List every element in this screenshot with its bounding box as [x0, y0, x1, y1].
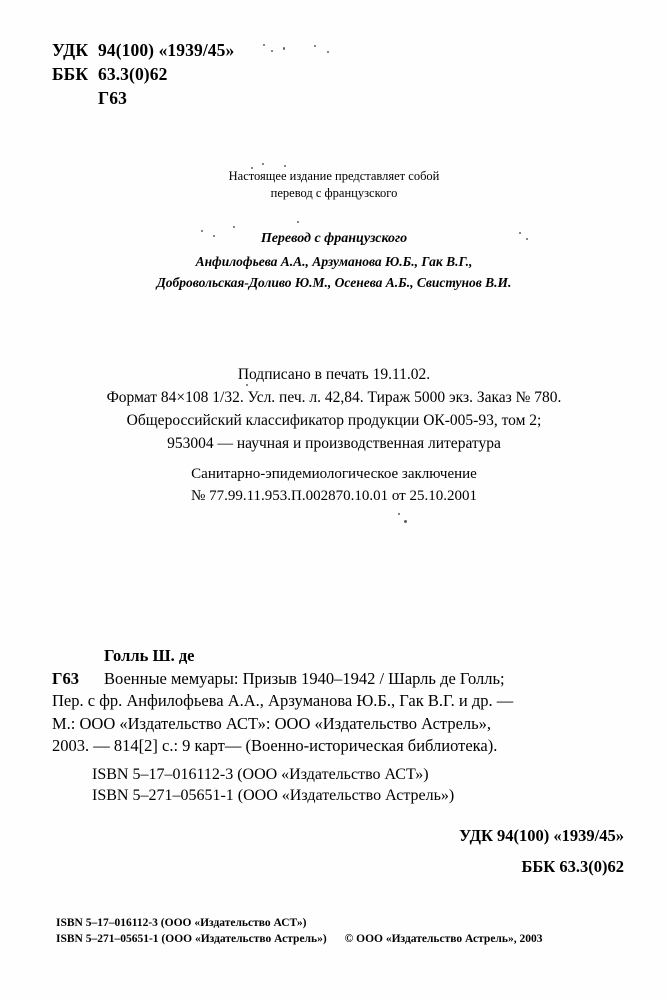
- imprint-line-format: Формат 84×108 1/32. Усл. печ. л. 42,84. Тираж 5000 экз. Заказ № 780.: [106, 389, 562, 406]
- bbk-label: ББК: [52, 64, 89, 84]
- edition-note-line1: Настоящее издание представляет собой: [228, 169, 440, 183]
- cip-first-row: [52, 668, 622, 691]
- scan-speckle: [297, 221, 299, 223]
- scan-speckle: [201, 230, 203, 232]
- scan-speckle: [398, 513, 400, 515]
- scan-speckle: [519, 232, 521, 234]
- translator-names-line2: Добровольская-Доливо Ю.М., Осенева А.Б., Свистунов В.И.: [156, 275, 512, 290]
- cip-body: [52, 668, 622, 758]
- cip-isbn-block: [52, 764, 622, 806]
- translator-names-line1: Анфилофьева А.А., Арзуманова Ю.Б., Гак В.Г.,: [195, 254, 473, 269]
- translation-heading: Перевод с французского: [260, 231, 408, 246]
- bbk-value: 63.3(0)62: [98, 64, 168, 84]
- cip-title-line: Военные мемуары: Призыв 1940–1942 / Шарль де Голль;: [104, 668, 505, 688]
- bbk-row: [52, 62, 234, 86]
- udk-label: УДК: [52, 40, 89, 60]
- scan-speckle: [233, 226, 235, 228]
- imprint-line-classifier: Общероссийский классификатор продукции ОК-005-93, том 2;: [126, 412, 542, 429]
- scan-speckle: [271, 50, 273, 52]
- scan-speckle: [526, 238, 528, 240]
- scan-speckle: [263, 44, 265, 46]
- footer-isbn-row: [56, 932, 636, 948]
- cip-record: [52, 645, 622, 806]
- scan-speckle: [246, 384, 248, 386]
- footer-copyright: [56, 916, 636, 947]
- udk-repeat-value: УДК 94(100) «1939/45»: [459, 826, 624, 845]
- edition-note-line2: перевод с французского: [270, 186, 398, 200]
- scan-speckle: [213, 235, 215, 237]
- sanitary-conclusion: [0, 463, 668, 507]
- imprint-line-signed: Подписано в печать 19.11.02.: [237, 366, 431, 383]
- shelf-mark-row: [52, 86, 234, 110]
- bbk-repeat-value: ББК 63.3(0)62: [521, 857, 624, 876]
- udk-row: [52, 38, 234, 62]
- cip-isbn-ast: ISBN 5–17–016112-3 (ООО «Издательство АСТ»): [92, 765, 429, 783]
- udk-value: 94(100) «1939/45»: [98, 40, 235, 60]
- cip-isbn-astrel: ISBN 5–271–05651-1 (ООО «Издательство Астрель»): [92, 786, 455, 804]
- cip-publisher-line: М.: ООО «Издательство АСТ»: ООО «Издательство Астрель»,: [52, 713, 492, 733]
- footer-copyright-text: © ООО «Издательство Астрель», 2003: [344, 932, 543, 945]
- scan-speckle: [251, 167, 253, 169]
- scan-speckle: [262, 163, 264, 165]
- sanitary-line1: Санитарно-эпидемиологическое заключение: [191, 466, 477, 482]
- scan-speckle: [404, 520, 407, 523]
- footer-isbn-astrel: ISBN 5–271–05651-1 (ООО «Издательство Астрель»): [56, 932, 327, 945]
- sanitary-line2: № 77.99.11.953.П.002870.10.01 от 25.10.2001: [191, 488, 477, 504]
- cip-shelf-mark: Г63: [52, 668, 79, 688]
- cip-translators-line: Пер. с фр. Анфилофьева А.А., Арзуманова Ю.Б., Гак В.Г. и др. —: [52, 691, 514, 710]
- imprint-line-category: 953004 — научная и производственная литература: [167, 435, 501, 452]
- footer-isbn-ast: ISBN 5–17–016112-3 (ООО «Издательство АСТ»): [56, 917, 307, 929]
- scan-speckle: [284, 165, 286, 167]
- shelf-mark-value: Г63: [98, 88, 127, 108]
- cip-author: Голль Ш. де: [104, 646, 195, 665]
- scan-speckle: [314, 45, 316, 47]
- classification-block: [52, 38, 234, 110]
- cip-collation-line: 2003. — 814[2] с.: 9 карт— (Военно-историческая библиотека).: [52, 736, 498, 755]
- scan-speckle: [283, 47, 285, 50]
- scan-speckle: [327, 51, 329, 53]
- classification-repeat: [459, 820, 624, 882]
- translation-credits: [0, 229, 668, 293]
- imprint-details: [0, 363, 668, 455]
- edition-note: [0, 168, 668, 202]
